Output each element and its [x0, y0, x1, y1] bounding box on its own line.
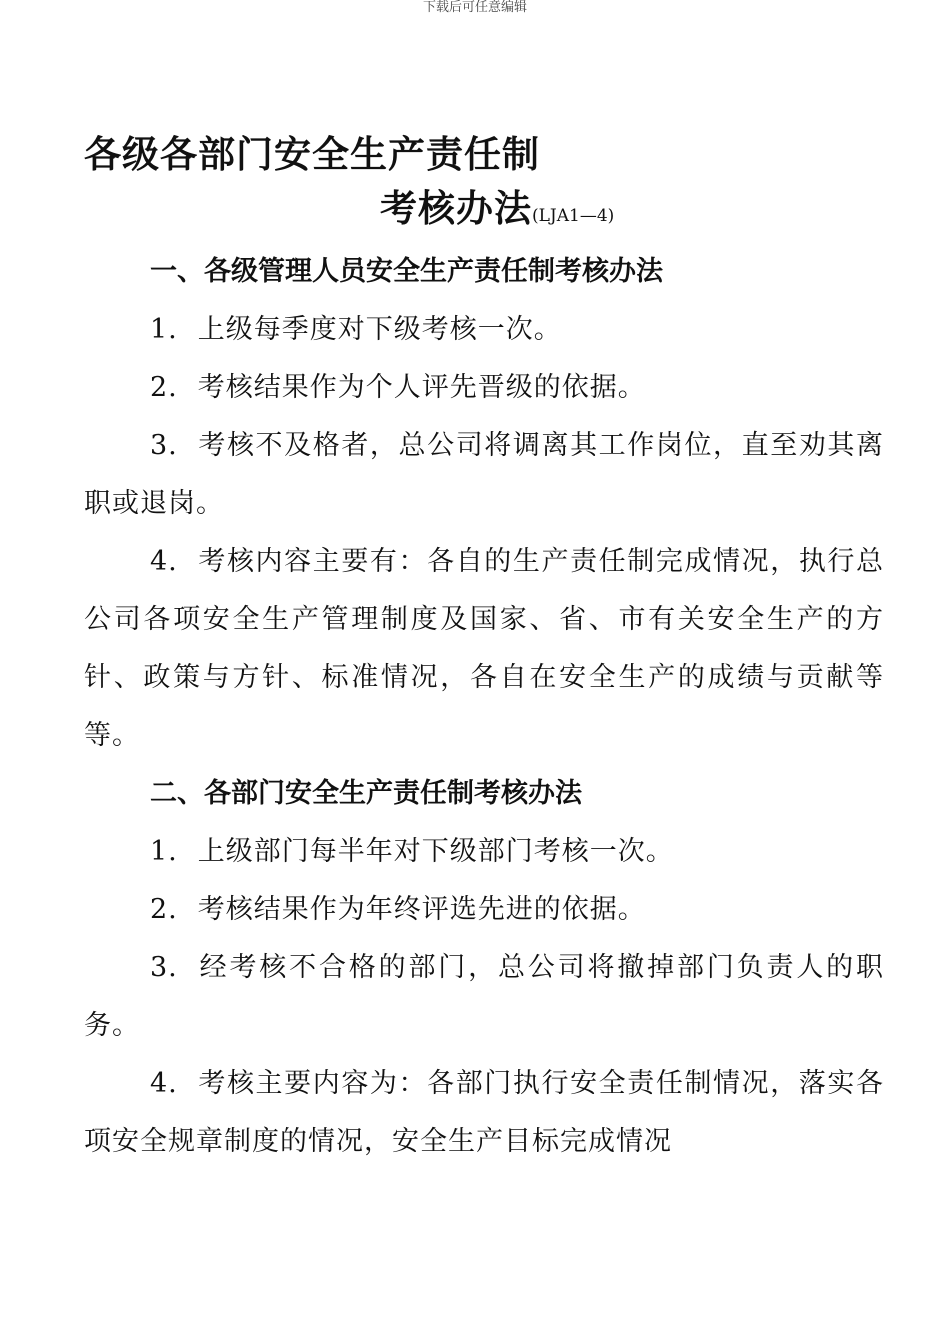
list-item — [84, 417, 884, 533]
document-code: (LJA1—4) — [532, 206, 615, 226]
list-item — [84, 823, 884, 881]
subtitle-text: 考核办法 — [380, 187, 532, 230]
item-number: 1. — [150, 836, 178, 867]
header-note: 下载后可任意编辑 — [422, 0, 527, 15]
document-body — [84, 128, 884, 1171]
section-heading: 二、各部门安全生产责任制考核办法 — [150, 778, 582, 809]
item-text: 经考核不合格的部门，总公司将撤掉部门负责人的职务。 — [84, 952, 884, 1041]
item-number: 2. — [150, 894, 178, 925]
list-item — [84, 301, 884, 359]
list-item — [84, 881, 884, 939]
list-item — [84, 939, 884, 1055]
item-number: 2. — [150, 372, 178, 403]
list-item — [84, 1055, 884, 1171]
item-number: 3. — [150, 430, 178, 461]
document-title: 各级各部门安全生产责任制 — [84, 133, 540, 176]
item-number: 4. — [150, 1068, 178, 1099]
document-subtitle — [380, 182, 884, 243]
item-text: 上级每季度对下级考核一次。 — [197, 314, 562, 345]
list-item — [84, 359, 884, 417]
item-number: 3. — [150, 952, 178, 983]
item-text: 考核主要内容为：各部门执行安全责任制情况，落实各项安全规章制度的情况，安全生产目标完成情况 — [84, 1068, 884, 1157]
section-heading: 一、各级管理人员安全生产责任制考核办法 — [150, 256, 663, 287]
item-text: 考核内容主要有：各自的生产责任制完成情况，执行总公司各项安全生产管理制度及国家、省、市有关安全生产的方针、政策与方针、标准情况，各自在安全生产的成绩与贡献等等。 — [84, 546, 884, 751]
item-text: 考核结果作为个人评先晋级的依据。 — [197, 372, 646, 403]
list-item — [84, 533, 884, 765]
item-text: 考核不及格者，总公司将调离其工作岗位，直至劝其离职或退岗。 — [84, 430, 884, 519]
item-text: 考核结果作为年终评选先进的依据。 — [197, 894, 646, 925]
item-text: 上级部门每半年对下级部门考核一次。 — [197, 836, 674, 867]
item-number: 4. — [150, 546, 178, 577]
item-number: 1. — [150, 314, 178, 345]
